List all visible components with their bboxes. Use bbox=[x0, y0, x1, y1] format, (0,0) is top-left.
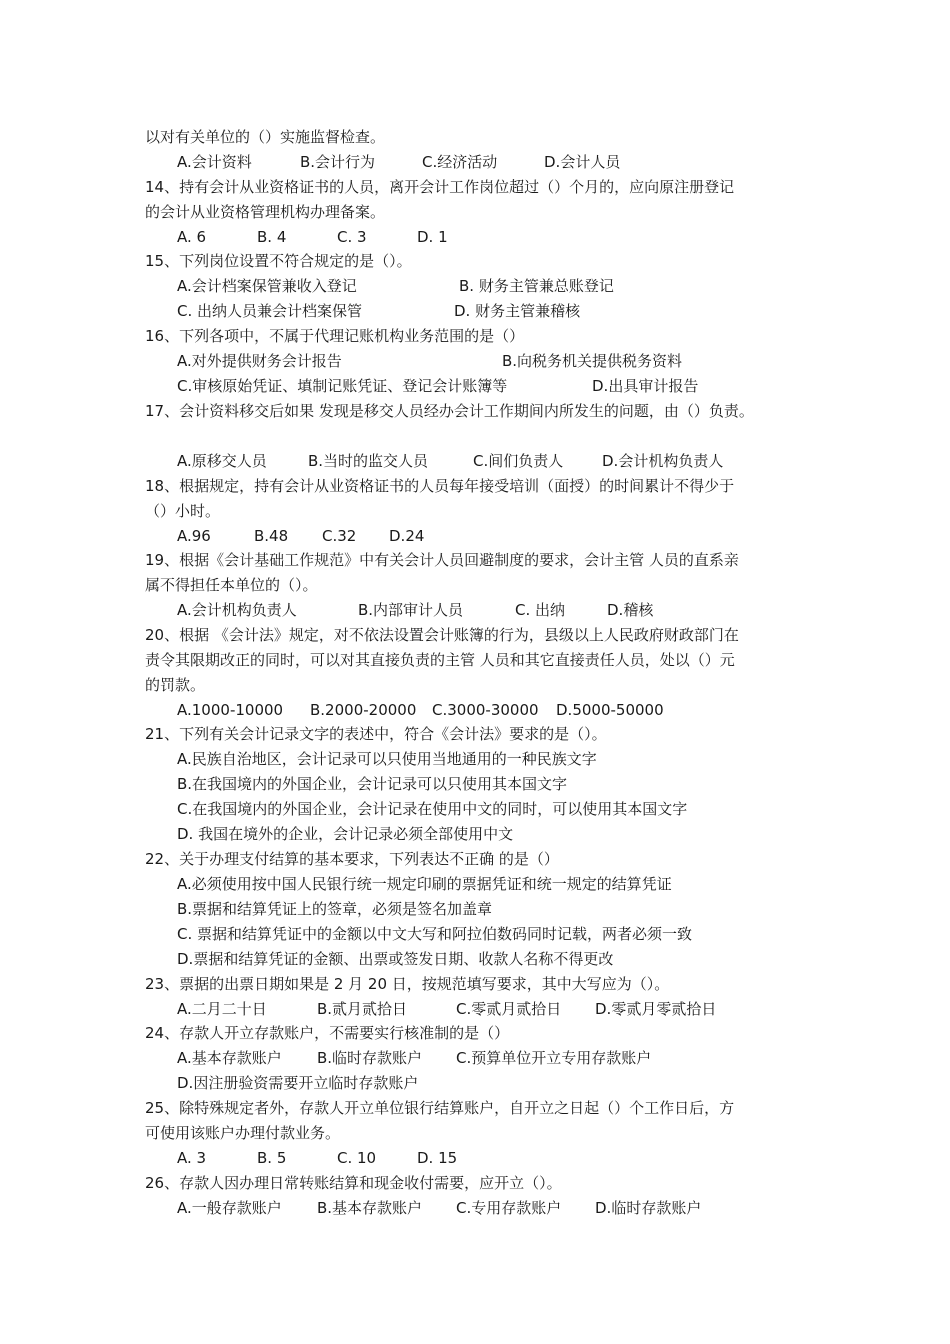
question-18-line-2: （）小时。 bbox=[145, 502, 221, 520]
question-20-line-3: 的罚款。 bbox=[145, 676, 206, 694]
option-c: C. 10 bbox=[337, 1149, 377, 1167]
option-d: D.会计人员 bbox=[544, 153, 621, 171]
question-24-text: 24、存款人开立存款账户，不需要实行核准制的是（） bbox=[145, 1024, 510, 1042]
question-20-line-1: 20、根据 《会计法》规定，对不依法设置会计账簿的行为，县级以上人民政府财政部门在 bbox=[145, 626, 739, 644]
option-d: D. 1 bbox=[417, 228, 448, 246]
option-c: C. 票据和结算凭证中的金额以中文大写和阿拉伯数码同时记载，两者必须一致 bbox=[177, 925, 693, 943]
option-b: B.48 bbox=[254, 527, 289, 545]
option-a: A. 6 bbox=[177, 228, 207, 246]
question-23-text: 23、票据的出票日期如果是 2 月 20 日，按规范填写要求，其中大写应为（）。 bbox=[145, 975, 670, 993]
option-b: B.内部审计人员 bbox=[358, 601, 464, 619]
question-25-line-1: 25、除特殊规定者外，存款人开立单位银行结算账户，自开立之日起（）个工作日后，方 bbox=[145, 1099, 735, 1117]
option-c: C.预算单位开立专用存款账户 bbox=[456, 1049, 652, 1067]
question-21-text: 21、下列有关会计记录文字的表述中，符合《会计法》要求的是（）。 bbox=[145, 725, 607, 743]
option-c: C. 出纳 bbox=[515, 601, 566, 619]
option-a: A.一般存款账户 bbox=[177, 1199, 282, 1217]
option-d: D.会计机构负责人 bbox=[602, 452, 724, 470]
option-c: C.审核原始凭证、填制记账凭证、登记会计账簿等 bbox=[177, 377, 508, 395]
question-22-text: 22、关于办理支付结算的基本要求，下列表达不正确 的是（） bbox=[145, 850, 559, 868]
option-a: A.对外提供财务会计报告 bbox=[177, 352, 342, 370]
option-d: D.零贰月零贰拾日 bbox=[595, 1000, 717, 1018]
question-19-line-1: 19、根据《会计基础工作规范》中有关会计人员回避制度的要求，会计主管 人员的直系亲 bbox=[145, 551, 739, 569]
option-a: A.二月二十日 bbox=[177, 1000, 267, 1018]
option-d: D.24 bbox=[389, 527, 425, 545]
option-b: B. 5 bbox=[257, 1149, 287, 1167]
question-17-text: 17、会计资料移交后如果 发现是移交人员经办会计工作期间内所发生的问题，由（）负责。 bbox=[145, 402, 754, 420]
option-d: D. 我国在境外的企业，会计记录必须全部使用中文 bbox=[177, 825, 514, 843]
option-c: C.3000-30000 bbox=[432, 701, 539, 719]
option-a: A.会计档案保管兼收入登记 bbox=[177, 277, 357, 295]
option-a: A. 3 bbox=[177, 1149, 207, 1167]
option-c: C.经济活动 bbox=[422, 153, 498, 171]
option-b: B.2000-20000 bbox=[310, 701, 417, 719]
option-b: B.临时存款账户 bbox=[317, 1049, 423, 1067]
option-d: D.出具审计报告 bbox=[592, 377, 699, 395]
option-a: A.会计机构负责人 bbox=[177, 601, 297, 619]
question-25-line-2: 可使用该账户办理付款业务。 bbox=[145, 1124, 341, 1142]
option-d: D.5000-50000 bbox=[556, 701, 664, 719]
option-b: B.基本存款账户 bbox=[317, 1199, 423, 1217]
question-14-line-1: 14、持有会计从业资格证书的人员，离开会计工作岗位超过（）个月的，应向原注册登记 bbox=[145, 178, 735, 196]
option-b: B.在我国境内的外国企业，会计记录可以只使用其本国文字 bbox=[177, 775, 568, 793]
option-b: B.当时的监交人员 bbox=[308, 452, 429, 470]
option-d: D.稽核 bbox=[607, 601, 654, 619]
option-c: C. 3 bbox=[337, 228, 367, 246]
question-19-line-2: 属不得担任本单位的（）。 bbox=[145, 576, 318, 594]
option-c: C.零贰月贰拾日 bbox=[456, 1000, 562, 1018]
option-c: C. 出纳人员兼会计档案保管 bbox=[177, 302, 363, 320]
option-a: A.基本存款账户 bbox=[177, 1049, 282, 1067]
option-c: C.专用存款账户 bbox=[456, 1199, 562, 1217]
option-b: B.贰月贰拾日 bbox=[317, 1000, 408, 1018]
option-a: A.96 bbox=[177, 527, 211, 545]
option-b: B.向税务机关提供税务资料 bbox=[502, 352, 683, 370]
option-a: A.必须使用按中国人民银行统一规定印刷的票据凭证和统一规定的结算凭证 bbox=[177, 875, 672, 893]
option-b: B. 财务主管兼总账登记 bbox=[459, 277, 614, 295]
option-c: C.32 bbox=[322, 527, 357, 545]
question-26-text: 26、存款人因办理日常转账结算和现金收付需要，应开立（）。 bbox=[145, 1174, 562, 1192]
option-d: D.因注册验资需要开立临时存款账户 bbox=[177, 1074, 419, 1092]
option-b: B. 4 bbox=[257, 228, 287, 246]
option-b: B.会计行为 bbox=[300, 153, 376, 171]
option-c: C.在我国境内的外国企业，会计记录在使用中文的同时，可以使用其本国文字 bbox=[177, 800, 688, 818]
question-16-text: 16、下列各项中，不属于代理记账机构业务范围的是（） bbox=[145, 327, 525, 345]
option-d: D.临时存款账户 bbox=[595, 1199, 702, 1217]
option-a: A.民族自治地区，会计记录可以只使用当地通用的一种民族文字 bbox=[177, 750, 597, 768]
option-c: C.间们负责人 bbox=[473, 452, 564, 470]
question-15-text: 15、下列岗位设置不符合规定的是（）。 bbox=[145, 252, 412, 270]
question-18-line-1: 18、根据规定，持有会计从业资格证书的人员每年接受培训（面授）的时间累计不得少于 bbox=[145, 477, 735, 495]
question-20-line-2: 责令其限期改正的同时，可以对其直接负责的主管 人员和其它直接责任人员，处以（）元 bbox=[145, 651, 735, 669]
option-d: D.票据和结算凭证的金额、出票或签发日期、收款人名称不得更改 bbox=[177, 950, 614, 968]
option-a: A.原移交人员 bbox=[177, 452, 267, 470]
question-13-text: 以对有关单位的（）实施监督检查。 bbox=[145, 128, 386, 146]
option-d: D. 15 bbox=[417, 1149, 458, 1167]
question-14-line-2: 的会计从业资格管理机构办理备案。 bbox=[145, 203, 386, 221]
option-a: A.会计资料 bbox=[177, 153, 252, 171]
option-d: D. 财务主管兼稽核 bbox=[454, 302, 581, 320]
option-b: B.票据和结算凭证上的签章，必须是签名加盖章 bbox=[177, 900, 493, 918]
option-a: A.1000-10000 bbox=[177, 701, 284, 719]
